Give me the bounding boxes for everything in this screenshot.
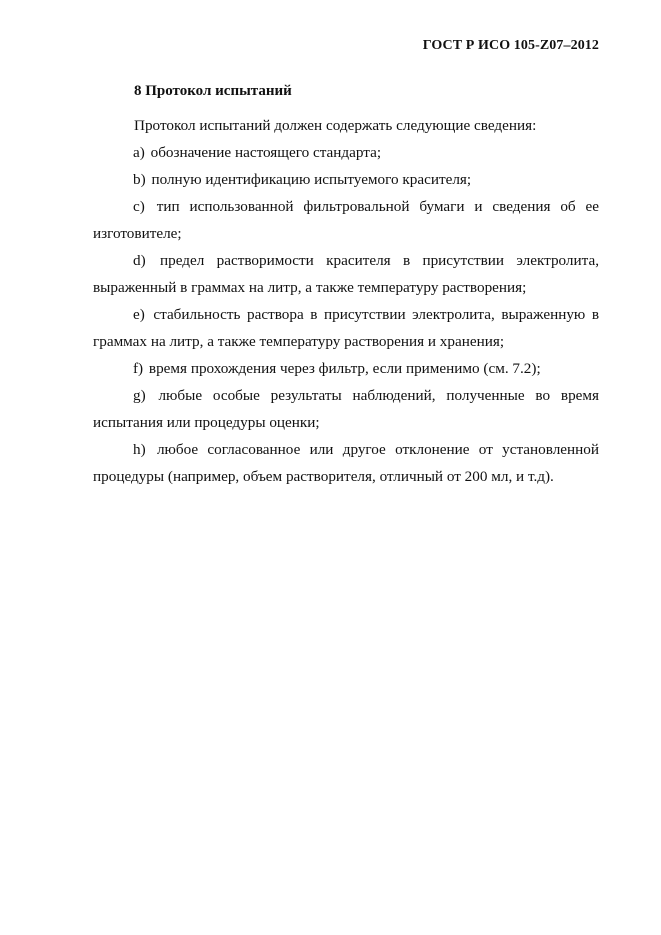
list-item-b (93, 166, 599, 193)
list-item-text: стабильность раствора в присутствии электролита, выраженную в граммах на литр, а также температуру растворения и хранения; (93, 306, 599, 350)
list-item-text: время прохождения через фильтр, если применимо (см. 7.2); (148, 360, 541, 377)
list-item-letter: b) (133, 171, 146, 188)
list-item-text: полную идентификацию испытуемого красителя; (151, 171, 472, 188)
list-item-d (93, 247, 599, 301)
list-item-text: любые особые результаты наблюдений, полученные во время испытания или процедуры оценки; (93, 387, 599, 431)
list-item-letter: а) (133, 144, 145, 161)
list-item-h (93, 436, 599, 490)
list-item-e (93, 301, 599, 355)
list-item-text: обозначение настоящего стандарта; (150, 144, 382, 161)
list-item-c (93, 193, 599, 247)
list-item-a (93, 139, 599, 166)
list-item-text: любое согласованное или другое отклонение от установленной процедуры (например, объем растворителя, отличный от 200 мл, и т.д). (93, 441, 600, 485)
list-item-f (93, 355, 599, 382)
list-item-text: тип использованной фильтровальной бумаги и сведения об ее изготовителе; (93, 198, 600, 242)
list-item-letter: h) (133, 441, 146, 458)
list-item-letter: g) (133, 387, 146, 404)
list-item-letter: d) (133, 252, 146, 269)
list-item-letter: с) (133, 198, 145, 215)
section-body (93, 112, 599, 490)
section-intro: Протокол испытаний должен содержать следующие сведения: (134, 117, 537, 134)
section-title: 8 Протокол испытаний (134, 83, 292, 99)
list-item-letter: е) (133, 306, 145, 323)
list-item-text: предел растворимости красителя в присутствии электролита, выраженный в граммах на литр, а также температуру растворения; (93, 252, 600, 296)
list-item-g (93, 382, 599, 436)
document-header: ГОСТ Р ИСО 105-Z07–2012 (422, 38, 599, 53)
list-item-letter: f) (133, 360, 144, 377)
